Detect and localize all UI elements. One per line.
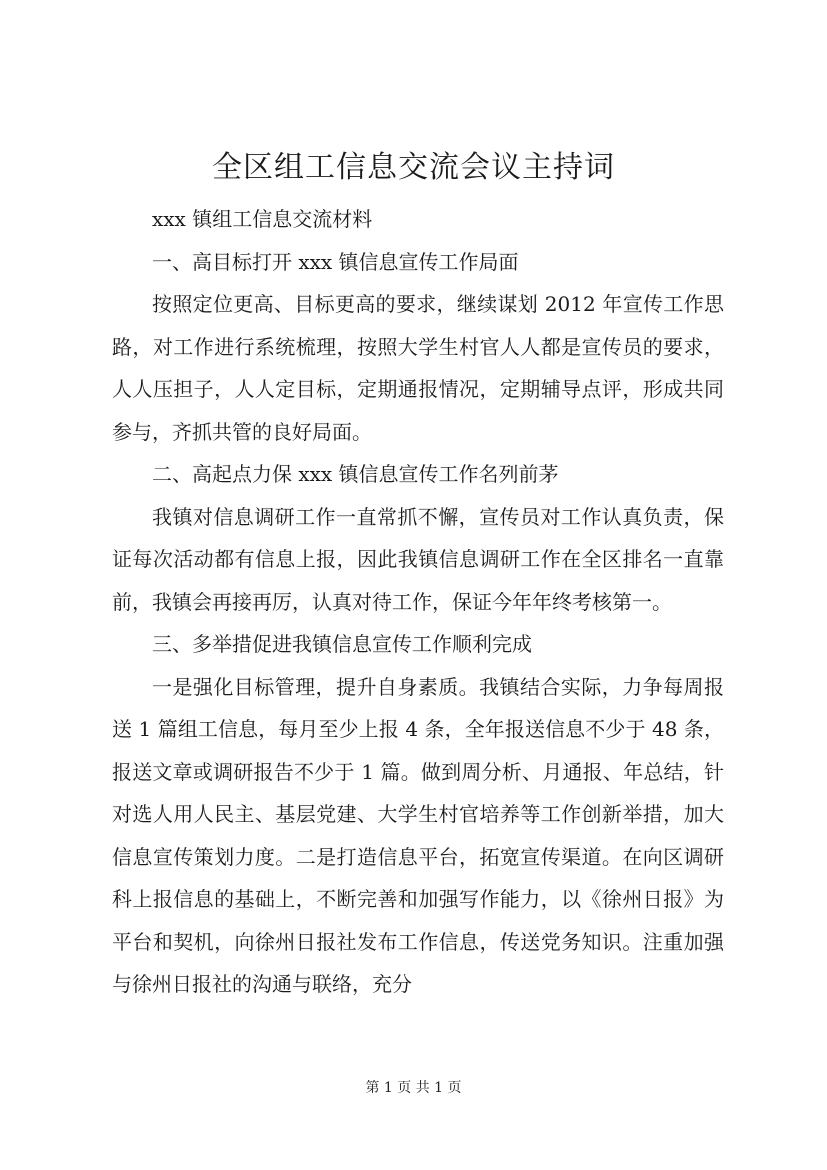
- paragraph-material-title: xxx 镇组工信息交流材料: [152, 207, 373, 231]
- section-heading-2: 二、高起点力保 xxx 镇信息宣传工作名列前茅: [152, 462, 559, 486]
- page-footer: 第 1 页 共 1 页: [365, 1080, 462, 1096]
- document-title: 全区组工信息交流会议主持词: [212, 150, 615, 185]
- paragraph-1: 按照定位更高、目标更高的要求，继续谋划 2012 年宣传工作思路，对工作进行系统梳理，按照大学生村官人人都是宣传员的要求，人人压担子，人人定目标，定期通报情况，定期辅导点评，形成共同参与，齐抓共管的良好局面。: [112, 292, 724, 444]
- paragraph-2: 我镇对信息调研工作一直常抓不懈，宣传员对工作认真负责，保证每次活动都有信息上报，因此我镇信息调研工作在全区排名一直靠前，我镇会再接再厉，认真对待工作，保证今年年终考核第一。: [112, 504, 724, 614]
- document-body: [112, 198, 724, 1006]
- paragraph-3: 一是强化目标管理，提升自身素质。我镇结合实际，力争每周报送 1 篇组工信息，每月至少上报 4 条，全年报送信息不少于 48 条，报送文章或调研报告不少于 1 篇。做到周分析、月通报、年总结，针对选人用人民主、基层党建、大学生村官培养等工作创新举措，加大信息宣传策划力度。二是打造信息平台，拓宽宣传渠道。在向区调研科上报信息的基础上，不断完善和加强写作能力，以《徐州日报》为平台和契机，向徐州日报社发布工作信息，传送党务知识。注重加强与徐州日报社的沟通与联络，充分: [112, 674, 724, 996]
- section-heading-3: 三、多举措促进我镇信息宣传工作顺利完成: [152, 632, 532, 656]
- section-heading-1: 一、高目标打开 xxx 镇信息宣传工作局面: [152, 249, 519, 274]
